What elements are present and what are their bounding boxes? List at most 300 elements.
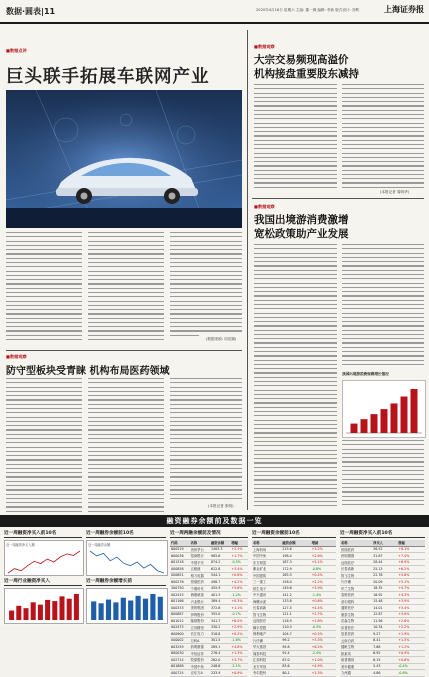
table-cell: +1.7% bbox=[230, 553, 248, 560]
chart-bar bbox=[381, 409, 388, 433]
table-cell: 片仔癀 bbox=[252, 637, 281, 644]
table-cell: +6.0% bbox=[230, 618, 248, 625]
table-cell: +0.6% bbox=[311, 598, 336, 605]
chart-bar bbox=[31, 602, 36, 620]
chart-bar bbox=[128, 601, 133, 621]
table-cell: 片仔癀 bbox=[340, 579, 372, 586]
table-cell: 闻泰科技 bbox=[252, 650, 281, 657]
table-cell: 165.5 bbox=[281, 572, 310, 579]
table-cell: 389.4 bbox=[210, 598, 230, 605]
table-cell: +1.3% bbox=[230, 650, 248, 657]
table-cell: +3.3% bbox=[311, 637, 336, 644]
table-cell: -1.2% bbox=[230, 592, 248, 599]
table-cell: 爱尔眼科 bbox=[340, 598, 372, 605]
table-cell: 通策医疗 bbox=[340, 605, 372, 612]
lead-text-col-2 bbox=[88, 232, 164, 342]
table-cell: 沃森生物 bbox=[340, 618, 372, 625]
right-mid-text-col-2b bbox=[342, 440, 424, 506]
table-cell: 318.8 bbox=[210, 631, 230, 638]
section-title: 数据·圆表|11 bbox=[6, 7, 56, 16]
table-cell: +3.2% bbox=[311, 546, 336, 553]
table-cell: -1.4% bbox=[311, 592, 336, 599]
lead-headline: 巨头联手拓展车联网产业 bbox=[6, 67, 210, 87]
col-header: 增幅 bbox=[230, 540, 248, 546]
table-cell: 601318 bbox=[170, 559, 190, 566]
tourism-chart-caption: 我国出境游消费规模增长情况 bbox=[342, 372, 389, 376]
col-header: 名称 bbox=[252, 540, 281, 546]
table-cell: +1.5% bbox=[397, 637, 425, 644]
col-header: 名称 bbox=[190, 540, 210, 546]
table-cell: +4.2% bbox=[230, 579, 248, 586]
table-cell: 海螺水泥 bbox=[252, 598, 281, 605]
table-cell: 355.0 bbox=[210, 611, 230, 618]
table-cell: -2.4% bbox=[311, 650, 336, 657]
table-cell: 泰格医药 bbox=[340, 592, 372, 599]
table-cell: 华兰生物 bbox=[340, 585, 372, 592]
table-cell: -1.6% bbox=[230, 637, 248, 644]
lead-text-col-3 bbox=[170, 232, 242, 336]
table-cell: 198.4 bbox=[281, 553, 310, 560]
table-cell: 9.27 bbox=[372, 631, 397, 638]
table-cell: 000002 bbox=[170, 637, 190, 644]
table-cell: +6.2% bbox=[311, 644, 336, 651]
table-cell: -0.5% bbox=[230, 559, 248, 566]
table-cell: 美的集团 bbox=[190, 605, 210, 612]
chart-bar bbox=[38, 605, 43, 620]
table-cell: 104.7 bbox=[281, 631, 310, 638]
right-top-kicker: ■数据观察 bbox=[254, 44, 275, 49]
table-cell: +0.4% bbox=[311, 572, 336, 579]
mini-chart-net-buy bbox=[4, 540, 84, 576]
table-cell: +0.9% bbox=[230, 670, 248, 677]
table-cell: +3.4% bbox=[397, 605, 425, 612]
table-cell: 874.2 bbox=[210, 559, 230, 566]
table-cell: 985.6 bbox=[210, 553, 230, 560]
table-cell: 恒生电子 bbox=[252, 585, 281, 592]
table-cell: 智飞生物 bbox=[252, 611, 281, 618]
panel-net-buy bbox=[4, 530, 82, 540]
panel-title: 近一周融券余额前10名 bbox=[86, 530, 166, 538]
table-cell: 格力电器 bbox=[190, 572, 210, 579]
table-cell: 401.3 bbox=[210, 592, 230, 599]
table-cell: +6.9% bbox=[397, 559, 425, 566]
table-cell: +7.4% bbox=[397, 553, 425, 560]
panel-net-buy-top bbox=[340, 530, 425, 677]
table-cell: 中信证券 bbox=[190, 650, 210, 657]
right-mid-headline-1: 我国出境游消费激增 bbox=[254, 214, 349, 226]
table-cell: 东方财富 bbox=[252, 559, 281, 566]
table-cell: +3.0% bbox=[397, 611, 425, 618]
table-cell: 262.0 bbox=[210, 657, 230, 664]
col-header: 名称 bbox=[340, 540, 372, 546]
panel-title: 近一周两融余额前及情况 bbox=[170, 530, 248, 538]
lead-text-col-1 bbox=[6, 232, 82, 342]
panel-title: 近一周融资净买入前10名 bbox=[340, 530, 425, 538]
table-cell: 289.1 bbox=[210, 644, 230, 651]
table-cell: 18.35 bbox=[372, 585, 397, 592]
lead-kicker: ■数据点评 bbox=[6, 48, 27, 53]
chart-bar bbox=[136, 596, 141, 620]
chart-bar bbox=[106, 600, 111, 620]
table-cell: 迈瑞医疗 bbox=[340, 559, 372, 566]
table-cell: 187.3 bbox=[281, 559, 310, 566]
table-cell: 158.0 bbox=[281, 579, 310, 586]
chart-bar bbox=[391, 403, 398, 433]
table-cell: 迈瑞医疗 bbox=[252, 618, 281, 625]
tourism-bar-chart bbox=[342, 380, 426, 438]
table-cell: +3.9% bbox=[397, 598, 425, 605]
table-cell: 紫金矿业 bbox=[252, 566, 281, 573]
table-cell: +4.4% bbox=[311, 605, 336, 612]
table-cell: 健帆生物 bbox=[340, 644, 372, 651]
chart-bar bbox=[351, 424, 358, 433]
table-cell: 10.34 bbox=[372, 624, 397, 631]
bottom-headline: 防守型板块受青睐 机构布局医药领域 bbox=[6, 366, 170, 377]
table-cell: 6.92 bbox=[372, 650, 397, 657]
table-cell: +1.8% bbox=[311, 618, 336, 625]
chart-bar bbox=[74, 594, 79, 620]
table-cell: +2.9% bbox=[230, 624, 248, 631]
table-cell: 301.5 bbox=[210, 637, 230, 644]
chart-bar bbox=[143, 599, 148, 620]
panel-short bbox=[86, 530, 166, 540]
table-cell: 91.4 bbox=[281, 650, 310, 657]
table-cell: 立讯精密 bbox=[190, 624, 210, 631]
right-top-signature: (本报记者 周明华) bbox=[380, 190, 410, 194]
table-cell: 300750 bbox=[170, 585, 190, 592]
data-banner: 融资融券余额前及数据一览 bbox=[0, 515, 429, 527]
table-cell: 248.6 bbox=[210, 663, 230, 670]
table-cell: 000725 bbox=[170, 670, 190, 677]
table-cell: +2.6% bbox=[311, 553, 336, 560]
table-cell: 372.6 bbox=[210, 605, 230, 612]
chart-bar bbox=[99, 603, 104, 620]
table-cell: 600030 bbox=[170, 650, 190, 657]
table-row bbox=[340, 670, 425, 677]
table-cell: +0.5% bbox=[311, 631, 336, 638]
table-cell: 宁德时代 bbox=[190, 585, 210, 592]
chart-bar bbox=[401, 397, 408, 433]
table-cell: +5.6% bbox=[230, 585, 248, 592]
table-cell: 汇顶科技 bbox=[252, 657, 281, 664]
table-cell: +5.1% bbox=[397, 579, 425, 586]
table-cell: 110.3 bbox=[281, 624, 310, 631]
table-cell: 25.13 bbox=[372, 566, 397, 573]
table-cell: 京东方A bbox=[190, 670, 210, 677]
table-cell: 600519 bbox=[170, 546, 190, 553]
col-header: 代码 bbox=[170, 540, 190, 546]
lead-photo bbox=[6, 90, 242, 228]
table-cell: +1.0% bbox=[311, 657, 336, 664]
table-cell: 83.6 bbox=[281, 663, 310, 670]
chart-bar bbox=[16, 606, 21, 620]
right-mid-headline-2: 宽松政策助产业发展 bbox=[254, 228, 349, 240]
bottom-text-col-2 bbox=[88, 378, 164, 512]
table-cell: 乐普医疗 bbox=[340, 624, 372, 631]
table-cell: 隆基股份 bbox=[190, 618, 210, 625]
table-cell: 九州通 bbox=[340, 670, 372, 677]
table-cell: +3.7% bbox=[230, 657, 248, 664]
right-top-headline-2: 机构接盘重要股东减持 bbox=[254, 68, 359, 80]
chart-bar bbox=[67, 599, 72, 620]
table-cell: +2.1% bbox=[230, 546, 248, 553]
masthead: 上海证券报 bbox=[384, 4, 424, 14]
table-cell: 002475 bbox=[170, 624, 190, 631]
table-cell: 长春高新 bbox=[252, 605, 281, 612]
table-cell: 276.4 bbox=[210, 650, 230, 657]
table-cell: +2.3% bbox=[311, 670, 336, 677]
panel-short-growth bbox=[86, 578, 166, 588]
table-cell: 601888 bbox=[170, 663, 190, 670]
table-cell: 133.8 bbox=[281, 598, 310, 605]
table-cell: 7.68 bbox=[372, 644, 397, 651]
table-cell: 601166 bbox=[170, 598, 190, 605]
table-cell: +2.2% bbox=[311, 579, 336, 586]
table-cell: 341.7 bbox=[210, 618, 230, 625]
table-cell: 002714 bbox=[170, 657, 190, 664]
table-cell: 233.9 bbox=[210, 670, 230, 677]
table-cell: +8.1% bbox=[397, 546, 425, 553]
table-cell: 000651 bbox=[170, 572, 190, 579]
chart-bar bbox=[45, 600, 50, 620]
table-cell: 恒瑞医药 bbox=[340, 546, 372, 553]
table-cell: +1.2% bbox=[397, 644, 425, 651]
table-cell: 612.8 bbox=[210, 566, 230, 573]
table-cell: 116.9 bbox=[281, 618, 310, 625]
table-cell: +4.9% bbox=[311, 663, 336, 670]
table-cell: 12.87 bbox=[372, 611, 397, 618]
panel-industry bbox=[4, 578, 82, 588]
table-cell: 87.0 bbox=[281, 657, 310, 664]
table-cell: 11.56 bbox=[372, 618, 397, 625]
table-cell: 中国中免 bbox=[252, 553, 281, 560]
table-cell: +1.1% bbox=[230, 605, 248, 612]
panel-title: 近一周融资净买入前10名 bbox=[4, 530, 82, 538]
table-cell: 141.2 bbox=[281, 592, 310, 599]
table-cell: 三一重工 bbox=[252, 579, 281, 586]
table-cell: 600276 bbox=[170, 579, 190, 586]
table-cell: 20.09 bbox=[372, 579, 397, 586]
bottom-signature: (本报记者 张明) bbox=[208, 504, 234, 508]
table-cell: 中国平安 bbox=[190, 559, 210, 566]
table-cell: 康泰生物 bbox=[340, 611, 372, 618]
table-cell: -0.3% bbox=[311, 624, 336, 631]
table-cell: 恒瑞医药 bbox=[190, 579, 210, 586]
table-cell: 455.9 bbox=[210, 585, 230, 592]
table-cell: 95.8 bbox=[281, 644, 310, 651]
chart-bar bbox=[113, 602, 118, 620]
table-cell: 云南白药 bbox=[340, 637, 372, 644]
table-cell: -0.8% bbox=[397, 670, 425, 677]
right-mid-kicker: ■数据观察 bbox=[254, 204, 275, 209]
col-header: 融资余额 bbox=[281, 540, 310, 546]
mini-chart-industry bbox=[4, 588, 84, 624]
panel-title: 近一周融券余额增长前 bbox=[86, 578, 166, 586]
table-cell: 36.52 bbox=[372, 546, 397, 553]
col-header: 涨幅 bbox=[397, 540, 425, 546]
table-cell: 药明康德 bbox=[340, 553, 372, 560]
table-cell: 复星医药 bbox=[340, 631, 372, 638]
table-cell: +2.2% bbox=[397, 624, 425, 631]
chart-bar bbox=[9, 611, 14, 620]
chart-line bbox=[8, 551, 80, 573]
table-cell: +2.7% bbox=[311, 611, 336, 618]
table-cell: 药明康德 bbox=[190, 644, 210, 651]
table-cell: 5.43 bbox=[372, 663, 397, 670]
table-cell: 韦尔股份 bbox=[252, 670, 281, 677]
chart-bar bbox=[59, 596, 64, 620]
lead-signature: (数据来源: 同花顺) bbox=[206, 337, 237, 341]
right-mid-text-col-1 bbox=[254, 244, 337, 506]
table-cell: -2.1% bbox=[230, 663, 248, 670]
table-cell: 22.76 bbox=[372, 572, 397, 579]
table-cell: 000333 bbox=[170, 605, 190, 612]
table-cell: 凯莱英 bbox=[340, 650, 372, 657]
chart-bar bbox=[52, 601, 57, 620]
table-cell: 华大基因 bbox=[252, 644, 281, 651]
table-cell: 保利地产 bbox=[252, 631, 281, 638]
table-cell: 兴业银行 bbox=[190, 598, 210, 605]
table-cell: 中兴通讯 bbox=[252, 592, 281, 599]
chart-bar bbox=[150, 594, 155, 620]
table-cell: 31.87 bbox=[372, 553, 397, 560]
table-cell: 万科A bbox=[190, 637, 210, 644]
table-cell: 28.44 bbox=[372, 559, 397, 566]
chart-bar bbox=[23, 608, 28, 620]
table-cell: 121.1 bbox=[281, 611, 310, 618]
right-top-headline-1: 大宗交易频现高溢价 bbox=[254, 54, 349, 66]
table-cell: 北方华创 bbox=[252, 663, 281, 670]
table-cell: +0.3% bbox=[230, 598, 248, 605]
table-cell: +5.8% bbox=[397, 572, 425, 579]
table-cell: 长江电力 bbox=[190, 631, 210, 638]
table-cell: 99.2 bbox=[281, 637, 310, 644]
table-cell: 600887 bbox=[170, 611, 190, 618]
table-cell: -0.7% bbox=[230, 611, 248, 618]
table-cell: +0.8% bbox=[230, 572, 248, 579]
mini-chart-short-growth bbox=[86, 588, 168, 624]
table-cell: 欧普康视 bbox=[340, 657, 372, 664]
panel-title: 近一周融资余额前10名 bbox=[252, 530, 336, 538]
table-cell: 贵州茅台 bbox=[190, 546, 210, 553]
table-cell: +3.9% bbox=[311, 585, 336, 592]
table-cell: 601012 bbox=[170, 618, 190, 625]
col-header: 增减 bbox=[311, 540, 336, 546]
table-cell: 14.01 bbox=[372, 605, 397, 612]
mini-chart-short bbox=[86, 540, 168, 576]
table-cell: 伊利股份 bbox=[190, 611, 210, 618]
bottom-text-col-3 bbox=[170, 378, 242, 502]
table-cell: 中国中免 bbox=[190, 663, 210, 670]
panel-margin-balance bbox=[170, 530, 248, 677]
table-cell: +0.6% bbox=[397, 657, 425, 664]
table-cell: +4.7% bbox=[397, 585, 425, 592]
table-cell: 80.1 bbox=[281, 670, 310, 677]
table-cell: +6.2% bbox=[397, 566, 425, 573]
panel-title: 近一周行业融资净买入 bbox=[4, 578, 82, 586]
column-divider bbox=[247, 30, 248, 510]
right-top-text-col-1 bbox=[254, 84, 337, 188]
table-cell: 智飞生物 bbox=[340, 572, 372, 579]
table-cell: -0.4% bbox=[397, 663, 425, 670]
right-separator bbox=[252, 198, 424, 199]
chart-bar bbox=[158, 597, 163, 620]
table-cell: +3.4% bbox=[230, 566, 248, 573]
table-cell: +2.6% bbox=[397, 618, 425, 625]
table-cell: 8.41 bbox=[372, 637, 397, 644]
table-cell: +4.3% bbox=[397, 592, 425, 599]
chart-line bbox=[90, 551, 164, 573]
table-cell: 172.9 bbox=[281, 566, 310, 573]
bottom-kicker: ■数据观察 bbox=[6, 354, 27, 359]
table-cell: 544.1 bbox=[210, 572, 230, 579]
right-mid-text-col-2 bbox=[342, 244, 424, 368]
table-cell: 招商银行 bbox=[190, 553, 210, 560]
table-cell: 215.6 bbox=[281, 546, 310, 553]
table-cell: +0.2% bbox=[230, 631, 248, 638]
col-header: 净买入 bbox=[372, 540, 397, 546]
page-header bbox=[0, 0, 429, 24]
table-cell: -0.8% bbox=[311, 566, 336, 573]
table-cell: 长春高新 bbox=[340, 566, 372, 573]
table-cell: 600900 bbox=[170, 631, 190, 638]
table-cell: 000858 bbox=[170, 566, 190, 573]
chart-bar bbox=[91, 601, 96, 620]
table-cell: 603259 bbox=[170, 644, 190, 651]
table-cell: 美年健康 bbox=[340, 663, 372, 670]
chart-bar bbox=[361, 419, 368, 433]
table-cell: +1.9% bbox=[397, 631, 425, 638]
table-cell: 1405.3 bbox=[210, 546, 230, 553]
table-cell: 498.7 bbox=[210, 579, 230, 586]
table-cell: +5.1% bbox=[311, 559, 336, 566]
right-top-text-col-2 bbox=[342, 84, 424, 188]
table-cell: 16.92 bbox=[372, 592, 397, 599]
lower-separator bbox=[6, 350, 242, 351]
table-cell: 4.86 bbox=[372, 670, 397, 677]
table-cell: 牧原股份 bbox=[190, 657, 210, 664]
margin-balance-table bbox=[170, 540, 248, 677]
table-cell: 15.48 bbox=[372, 598, 397, 605]
date-line: 2020年4月18日 星期六 主编: 董一佛 编辑: 李新 版式设计: 刘利 bbox=[256, 8, 360, 12]
net-buy-table bbox=[340, 540, 425, 677]
table-cell: 顺丰控股 bbox=[252, 624, 281, 631]
table-cell: +0.9% bbox=[397, 650, 425, 657]
panel-financing-balance bbox=[252, 530, 336, 677]
mini-chart-title: 近一周融资净买入额 bbox=[6, 543, 35, 547]
table-row bbox=[170, 670, 248, 677]
chart-bar bbox=[371, 414, 378, 433]
table-cell: 中国建筑 bbox=[252, 572, 281, 579]
table-cell: 海康威视 bbox=[190, 592, 210, 599]
mini-chart-title: 近一周融券余额 bbox=[88, 543, 111, 547]
table-cell: 002415 bbox=[170, 592, 190, 599]
col-header: 融资余额 bbox=[210, 540, 230, 546]
table-cell: 127.5 bbox=[281, 605, 310, 612]
table-cell: 五粮液 bbox=[190, 566, 210, 573]
table-cell: 149.6 bbox=[281, 585, 310, 592]
table-cell: 上海机场 bbox=[252, 546, 281, 553]
bottom-text-col-1 bbox=[6, 378, 82, 512]
chart-bar bbox=[121, 598, 126, 620]
table-cell: 600036 bbox=[170, 553, 190, 560]
chart-bar bbox=[411, 389, 418, 433]
financing-balance-table bbox=[252, 540, 336, 677]
table-row bbox=[252, 670, 336, 677]
table-cell: 6.15 bbox=[372, 657, 397, 664]
table-cell: 330.2 bbox=[210, 624, 230, 631]
table-cell: +4.8% bbox=[230, 644, 248, 651]
